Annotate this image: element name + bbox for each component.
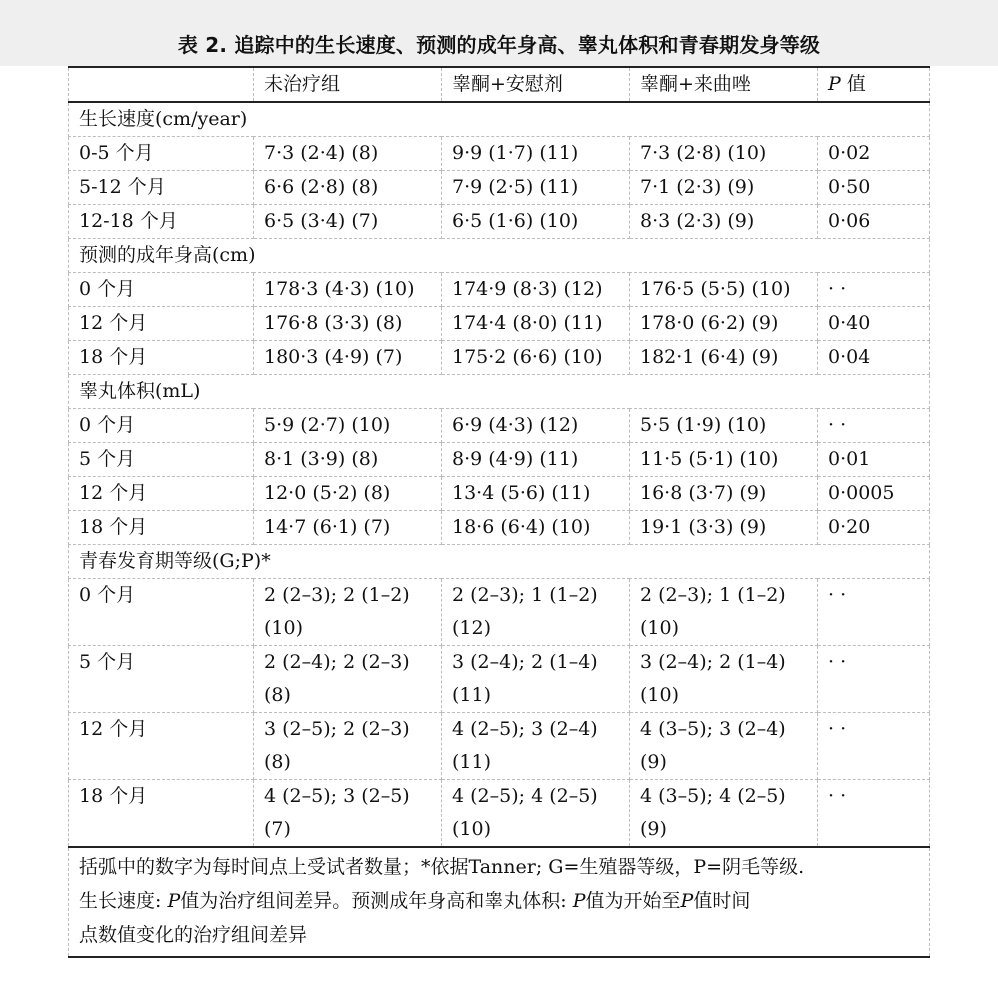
section-title: 生长速度(cm/year) — [69, 102, 930, 137]
p-symbol: P — [572, 890, 586, 912]
table-row — [69, 307, 930, 341]
table-title: 表 2. 追踪中的生长速度、预测的成年身高、睾丸体积和青春期发身等级 — [177, 33, 821, 57]
row-label: 0 个月 — [69, 273, 254, 307]
untreated-value: 12·0 (5·2) (8) — [254, 477, 442, 511]
section-title: 预测的成年身高(cm) — [69, 239, 930, 273]
table-row — [69, 477, 930, 511]
letrozole-value: 4 (3–5); 4 (2–5) (9) — [630, 780, 818, 848]
untreated-value: 2 (2–4); 2 (2–3) (8) — [254, 646, 442, 713]
letrozole-value: 4 (3–5); 3 (2–4) (9) — [630, 713, 818, 780]
letrozole-value: 7·1 (2·3) (9) — [630, 171, 818, 205]
letrozole-value: 19·1 (3·3) (9) — [630, 511, 818, 545]
p-symbol: P — [167, 890, 181, 912]
untreated-value: 176·8 (3·3) (8) — [254, 307, 442, 341]
row-label: 0-5 个月 — [69, 137, 254, 171]
footnote — [69, 847, 930, 957]
placebo-value: 8·9 (4·9) (11) — [442, 443, 630, 477]
table-row — [69, 409, 930, 443]
row-label: 5 个月 — [69, 443, 254, 477]
table-row — [69, 341, 930, 375]
table-row — [69, 273, 930, 307]
footnote-line-1: 括弧中的数字为每时间点上受试者数量；*依据Tanner; G=生殖器等级，P=阴毛等级. — [79, 856, 805, 878]
p-value: 0·50 — [818, 171, 930, 205]
row-label: 18 个月 — [69, 341, 254, 375]
footnote-line-2 — [79, 884, 919, 918]
footnote-row — [69, 847, 930, 957]
p-value-suffix: 值 — [840, 73, 866, 95]
p-value: · · — [818, 409, 930, 443]
header-row — [69, 67, 930, 102]
row-label: 0 个月 — [69, 579, 254, 646]
data-table — [68, 66, 930, 958]
footnote-text: 值为开始至 — [585, 890, 681, 912]
untreated-value: 6·6 (2·8) (8) — [254, 171, 442, 205]
row-label: 12 个月 — [69, 477, 254, 511]
untreated-value: 2 (2–3); 2 (1–2) (10) — [254, 579, 442, 646]
row-label: 0 个月 — [69, 409, 254, 443]
p-value: 0·01 — [818, 443, 930, 477]
row-label: 18 个月 — [69, 511, 254, 545]
table-body — [69, 102, 930, 847]
placebo-value: 174·9 (8·3) (12) — [442, 273, 630, 307]
table-row — [69, 171, 930, 205]
header-cell-placebo: 睾酮+安慰剂 — [442, 67, 630, 102]
untreated-value: 7·3 (2·4) (8) — [254, 137, 442, 171]
p-symbol: P — [680, 890, 694, 912]
p-value: 0·02 — [818, 137, 930, 171]
letrozole-value: 2 (2–3); 1 (1–2) (10) — [630, 579, 818, 646]
untreated-value: 3 (2–5); 2 (2–3) (8) — [254, 713, 442, 780]
untreated-value: 14·7 (6·1) (7) — [254, 511, 442, 545]
footnote-text: 生长速度: — [79, 890, 168, 912]
table-row — [69, 713, 930, 780]
p-value: · · — [818, 273, 930, 307]
table-row — [69, 780, 930, 848]
section-header-row — [69, 102, 930, 137]
table-row — [69, 137, 930, 171]
placebo-value: 6·9 (4·3) (12) — [442, 409, 630, 443]
p-value: 0·06 — [818, 205, 930, 239]
p-value: · · — [818, 780, 930, 848]
placebo-value: 174·4 (8·0) (11) — [442, 307, 630, 341]
footnote-text: 值时间 — [693, 890, 751, 912]
letrozole-value: 5·5 (1·9) (10) — [630, 409, 818, 443]
section-header-row — [69, 545, 930, 579]
table-row — [69, 579, 930, 646]
p-value: 0·04 — [818, 341, 930, 375]
row-label: 12 个月 — [69, 307, 254, 341]
letrozole-value: 7·3 (2·8) (10) — [630, 137, 818, 171]
letrozole-value: 182·1 (6·4) (9) — [630, 341, 818, 375]
untreated-value: 6·5 (3·4) (7) — [254, 205, 442, 239]
placebo-value: 6·5 (1·6) (10) — [442, 205, 630, 239]
row-label: 12-18 个月 — [69, 205, 254, 239]
table-row — [69, 443, 930, 477]
letrozole-value: 176·5 (5·5) (10) — [630, 273, 818, 307]
p-value: · · — [818, 713, 930, 780]
placebo-value: 7·9 (2·5) (11) — [442, 171, 630, 205]
placebo-value: 13·4 (5·6) (11) — [442, 477, 630, 511]
section-title: 青春发育期等级(G;P)* — [69, 545, 930, 579]
table-row — [69, 205, 930, 239]
letrozole-value: 8·3 (2·3) (9) — [630, 205, 818, 239]
table-row — [69, 646, 930, 713]
p-value: · · — [818, 646, 930, 713]
untreated-value: 8·1 (3·9) (8) — [254, 443, 442, 477]
p-value: · · — [818, 579, 930, 646]
header-cell-label — [69, 67, 254, 102]
row-label: 12 个月 — [69, 713, 254, 780]
letrozole-value: 178·0 (6·2) (9) — [630, 307, 818, 341]
section-header-row — [69, 239, 930, 273]
letrozole-value: 3 (2–4); 2 (1–4) (10) — [630, 646, 818, 713]
placebo-value: 3 (2–4); 2 (1–4) (11) — [442, 646, 630, 713]
row-label: 5 个月 — [69, 646, 254, 713]
p-value: 0·40 — [818, 307, 930, 341]
p-value: 0·20 — [818, 511, 930, 545]
placebo-value: 175·2 (6·6) (10) — [442, 341, 630, 375]
p-symbol: P — [828, 73, 841, 95]
placebo-value: 18·6 (6·4) (10) — [442, 511, 630, 545]
placebo-value: 9·9 (1·7) (11) — [442, 137, 630, 171]
placebo-value: 4 (2–5); 3 (2–4) (11) — [442, 713, 630, 780]
section-header-row — [69, 375, 930, 409]
letrozole-value: 16·8 (3·7) (9) — [630, 477, 818, 511]
header-cell-letrozole: 睾酮+来曲唑 — [630, 67, 818, 102]
p-value: 0·0005 — [818, 477, 930, 511]
section-title: 睾丸体积(mL) — [69, 375, 930, 409]
footnote-text: 值为治疗组间差异。预测成年身高和睾丸体积: — [180, 890, 573, 912]
header-cell-p-value — [818, 67, 930, 102]
placebo-value: 4 (2–5); 4 (2–5) (10) — [442, 780, 630, 848]
row-label: 5-12 个月 — [69, 171, 254, 205]
untreated-value: 4 (2–5); 3 (2–5) (7) — [254, 780, 442, 848]
untreated-value: 178·3 (4·3) (10) — [254, 273, 442, 307]
footnote-line-3: 点数值变化的治疗组间差异 — [79, 924, 308, 946]
untreated-value: 180·3 (4·9) (7) — [254, 341, 442, 375]
placebo-value: 2 (2–3); 1 (1–2) (12) — [442, 579, 630, 646]
row-label: 18 个月 — [69, 780, 254, 848]
untreated-value: 5·9 (2·7) (10) — [254, 409, 442, 443]
header-cell-untreated: 未治疗组 — [254, 67, 442, 102]
table-row — [69, 511, 930, 545]
letrozole-value: 11·5 (5·1) (10) — [630, 443, 818, 477]
